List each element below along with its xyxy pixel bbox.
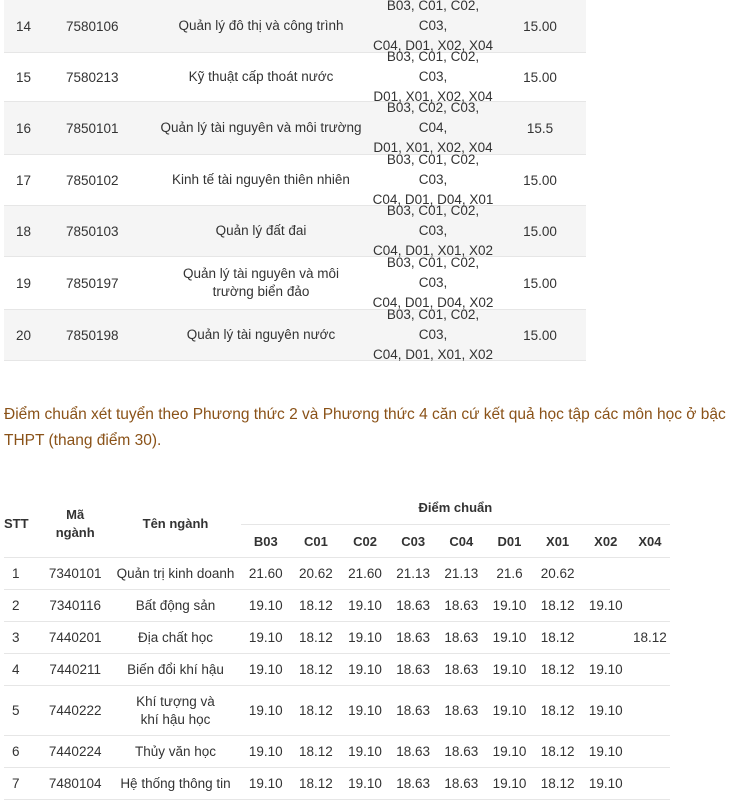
- cell-score-b03: 19.10: [241, 590, 291, 622]
- cell-to-hop: [372, 253, 494, 313]
- cell-stt: 20: [16, 327, 32, 343]
- cell-diem: 15.5: [526, 120, 554, 136]
- table-row: [4, 654, 670, 686]
- header-diem-chuan: Điểm chuẩn: [241, 490, 670, 525]
- cell-score-c03: 18.63: [389, 768, 437, 800]
- header-ma-nganh: [40, 490, 110, 558]
- cell-score-x01: 20.62: [534, 558, 582, 590]
- cell-ma-nganh: 7850102: [66, 172, 119, 188]
- cell-ma-nganh: 7340101: [40, 558, 110, 590]
- cell-to-hop: [372, 98, 494, 158]
- cell-score-b03: 19.10: [241, 622, 291, 654]
- to-hop-line: D01, X01, X02, X04: [373, 140, 493, 155]
- cell-score-x04: [630, 736, 670, 768]
- cell-score-d01: 19.10: [485, 622, 533, 654]
- table-row: [4, 558, 670, 590]
- cell-score-x02: [582, 622, 630, 654]
- cell-score-c01: 18.12: [291, 686, 341, 736]
- paragraph-phuong-thuc: Điểm chuẩn xét tuyển theo Phương thức 2 và Phương thức 4 căn cứ kết quả học tập các môn học ở bậc THPT (thang điểm 30).: [4, 406, 726, 449]
- to-hop-line: B03, C01, C02, C03,: [386, 255, 480, 290]
- cell-ma-nganh: 7440201: [40, 622, 110, 654]
- cell-score-c03: 18.63: [389, 622, 437, 654]
- cell-diem: 15.00: [523, 223, 557, 239]
- cell-score-c03: 18.63: [389, 736, 437, 768]
- cell-score-x04: [630, 590, 670, 622]
- table-row: [4, 102, 586, 155]
- cell-score-c02: 19.10: [341, 686, 389, 736]
- cell-ma-nganh: 7850197: [66, 275, 119, 291]
- cell-score-b03: 19.10: [241, 686, 291, 736]
- cell-ten-nganh: Kinh tế tài nguyên thiên nhiên: [172, 172, 350, 187]
- header-subject-b03: B03: [241, 525, 291, 558]
- table-row: [4, 307, 586, 362]
- cell-score-x02: 19.10: [582, 654, 630, 686]
- cell-ma-nganh: 7580213: [66, 69, 119, 85]
- to-hop-line: B03, C01, C02, C03,: [386, 49, 480, 84]
- cell-ten-nganh: Quản trị kinh doanh: [110, 558, 240, 590]
- header-subject-x01: X01: [534, 525, 582, 558]
- cell-score-c04: 18.63: [437, 686, 485, 736]
- header-subject-x02: X02: [582, 525, 630, 558]
- cell-score-c02: 19.10: [341, 622, 389, 654]
- cell-score-x02: 19.10: [582, 686, 630, 736]
- cell-stt: 16: [16, 120, 32, 136]
- header-stt: STT: [4, 490, 40, 558]
- to-hop-line: B03, C01, C02, C03,: [386, 203, 480, 238]
- cell-stt: 19: [16, 275, 32, 291]
- cell-score-c01: 18.12: [291, 590, 341, 622]
- cell-score-c02: 19.10: [341, 654, 389, 686]
- cell-score-d01: 19.10: [485, 768, 533, 800]
- cell-score-b03: 19.10: [241, 768, 291, 800]
- cell-score-x04: 18.12: [630, 622, 670, 654]
- cell-score-c04: 21.13: [437, 558, 485, 590]
- cell-ma-nganh: 7480104: [40, 768, 110, 800]
- cell-score-c01: 20.62: [291, 558, 341, 590]
- cell-ten-nganh: Bất động sản: [110, 590, 240, 622]
- cell-ten-nganh: Quản lý tài nguyên nước: [186, 327, 336, 342]
- cell-ma-nganh: 7340116: [40, 590, 110, 622]
- cell-score-x04: [630, 654, 670, 686]
- cell-diem: 15.00: [523, 327, 557, 343]
- to-hop-line: D01, X01, X02, X04: [373, 89, 493, 104]
- table-row: [4, 49, 586, 104]
- cell-score-c02: 21.60: [341, 558, 389, 590]
- to-hop-line: B03, C02, C03, C04,: [386, 100, 480, 135]
- table-diem-chuan-phuong-thuc-1: [4, 0, 586, 361]
- cell-score-d01: 19.10: [485, 590, 533, 622]
- cell-stt: 6: [4, 736, 40, 768]
- table-row: [4, 0, 586, 53]
- header-subject-c03: C03: [389, 525, 437, 558]
- header-ten-nganh: Tên ngành: [110, 490, 240, 558]
- table-row: [4, 152, 586, 207]
- cell-ten-nganh: Quản lý tài nguyên và môi trường: [160, 120, 362, 135]
- cell-score-b03: 19.10: [241, 654, 291, 686]
- cell-ten-nganh: Kỹ thuật cấp thoát nước: [188, 69, 334, 84]
- to-hop-line: C04, D01, D04, X02: [372, 295, 494, 310]
- cell-score-c04: 18.63: [437, 622, 485, 654]
- cell-score-c02: 19.10: [341, 768, 389, 800]
- header-subject-d01: D01: [485, 525, 533, 558]
- cell-ma-nganh: 7850103: [66, 223, 119, 239]
- cell-score-c02: 19.10: [341, 736, 389, 768]
- cell-stt: 1: [4, 558, 40, 590]
- header-subject-x04: X04: [630, 525, 670, 558]
- cell-ten-nganh: Khí tượng và khí hậu học: [110, 686, 240, 736]
- cell-score-c03: 18.63: [389, 686, 437, 736]
- header-ma-nganh-text: Mã ngành: [55, 506, 95, 540]
- cell-stt: 5: [4, 686, 40, 736]
- cell-ten-nganh: Quản lý đất đai: [215, 223, 307, 238]
- cell-score-x02: [582, 558, 630, 590]
- header-subject-c01: C01: [291, 525, 341, 558]
- table-row: [4, 736, 670, 768]
- table-diem-chuan-phuong-thuc-2-4: [4, 490, 670, 800]
- cell-diem: 15.00: [523, 275, 557, 291]
- cell-score-c03: 18.63: [389, 654, 437, 686]
- cell-score-c01: 18.12: [291, 622, 341, 654]
- cell-to-hop: [372, 201, 494, 261]
- cell-score-c03: 18.63: [389, 590, 437, 622]
- cell-stt: 7: [4, 768, 40, 800]
- table-row: [4, 257, 586, 310]
- cell-score-d01: 19.10: [485, 736, 533, 768]
- cell-score-c04: 18.63: [437, 654, 485, 686]
- cell-ten-nganh: Quản lý tài nguyên và môi trường biển đảo: [182, 266, 340, 299]
- cell-score-x01: 18.12: [534, 654, 582, 686]
- cell-score-b03: 21.60: [241, 558, 291, 590]
- to-hop-line: B03, C01, C02, C03,: [386, 307, 480, 342]
- cell-score-x01: 18.12: [534, 768, 582, 800]
- cell-score-x01: 18.12: [534, 590, 582, 622]
- cell-stt: 4: [4, 654, 40, 686]
- to-hop-line: C04, D01, D04, X01: [372, 192, 494, 207]
- cell-score-c01: 18.12: [291, 736, 341, 768]
- cell-score-d01: 21.6: [485, 558, 533, 590]
- cell-stt: 2: [4, 590, 40, 622]
- cell-score-c01: 18.12: [291, 654, 341, 686]
- table-row: [4, 622, 670, 654]
- cell-ten-nganh: Hệ thống thông tin: [110, 768, 240, 800]
- cell-ma-nganh: 7850101: [66, 120, 119, 136]
- cell-stt: 17: [16, 172, 32, 188]
- cell-score-x02: 19.10: [582, 768, 630, 800]
- cell-score-c03: 21.13: [389, 558, 437, 590]
- cell-score-c04: 18.63: [437, 736, 485, 768]
- to-hop-line: C04, D01, X01, X02: [372, 243, 494, 258]
- cell-score-c01: 18.12: [291, 768, 341, 800]
- to-hop-line: C04, D01, X01, X02: [372, 347, 494, 362]
- header-subject-c02: C02: [341, 525, 389, 558]
- cell-ten-nganh: Thủy văn học: [110, 736, 240, 768]
- table2-body: [4, 558, 670, 800]
- cell-score-d01: 19.10: [485, 686, 533, 736]
- cell-score-x04: [630, 558, 670, 590]
- table-row: [4, 768, 670, 800]
- table-row: [4, 686, 670, 736]
- cell-score-x02: 19.10: [582, 736, 630, 768]
- table-row: [4, 590, 670, 622]
- cell-score-x01: 18.12: [534, 686, 582, 736]
- cell-score-b03: 19.10: [241, 736, 291, 768]
- cell-stt: 3: [4, 622, 40, 654]
- cell-stt: 18: [16, 223, 32, 239]
- cell-score-c04: 18.63: [437, 768, 485, 800]
- cell-score-x04: [630, 768, 670, 800]
- cell-score-x02: 19.10: [582, 590, 630, 622]
- cell-score-c02: 19.10: [341, 590, 389, 622]
- cell-to-hop: [372, 305, 494, 365]
- cell-ma-nganh: 7440224: [40, 736, 110, 768]
- cell-stt: 15: [16, 69, 32, 85]
- cell-ten-nganh: Địa chất học: [110, 622, 240, 654]
- table-row: [4, 203, 586, 258]
- cell-ten-nganh: Biến đổi khí hậu: [110, 654, 240, 686]
- cell-score-x04: [630, 686, 670, 736]
- cell-ma-nganh: 7580106: [66, 18, 119, 34]
- header-subject-c04: C04: [437, 525, 485, 558]
- to-hop-line: B03, C01, C02, C03,: [386, 152, 480, 187]
- cell-diem: 15.00: [523, 18, 557, 34]
- to-hop-line: B03, C01, C02, C03,: [386, 0, 480, 33]
- cell-score-x01: 18.12: [534, 622, 582, 654]
- to-hop-line: C04, D01, X02, X04: [372, 38, 494, 53]
- cell-ma-nganh: 7440222: [40, 686, 110, 736]
- cell-ma-nganh: 7440211: [40, 654, 110, 686]
- cell-score-c04: 18.63: [437, 590, 485, 622]
- cell-stt: 14: [16, 18, 32, 34]
- cell-ma-nganh: 7850198: [66, 327, 119, 343]
- cell-score-d01: 19.10: [485, 654, 533, 686]
- cell-score-x01: 18.12: [534, 736, 582, 768]
- cell-diem: 15.00: [523, 172, 557, 188]
- cell-diem: 15.00: [523, 69, 557, 85]
- cell-ten-nganh: Quản lý đô thị và công trình: [178, 18, 344, 33]
